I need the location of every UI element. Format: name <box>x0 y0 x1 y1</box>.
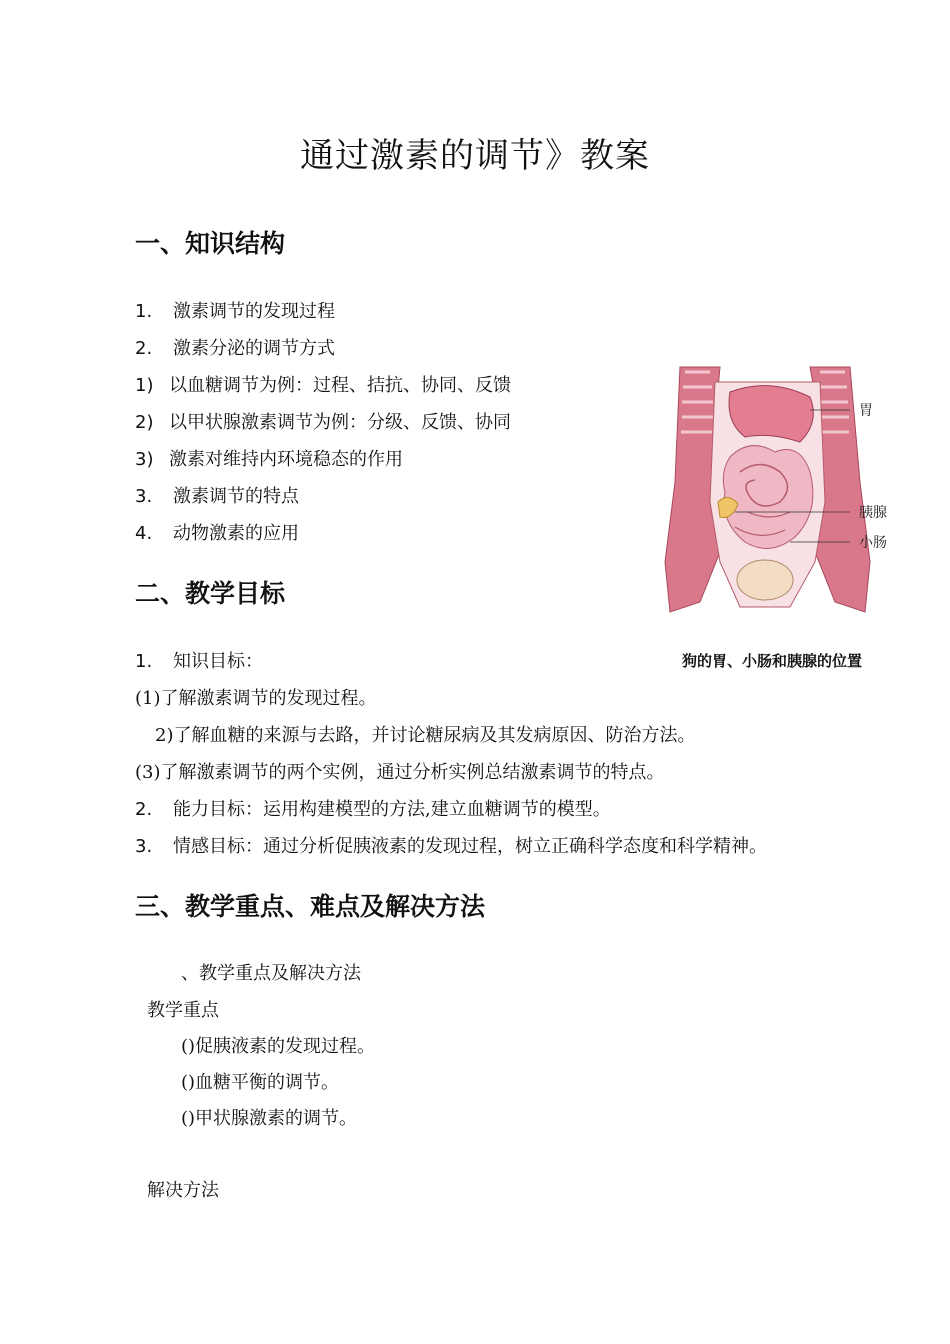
list-item <box>135 482 299 508</box>
key-point: ()血糖平衡的调节。 <box>181 1072 340 1093</box>
list-number: 1) <box>135 375 154 396</box>
list-number: 2. <box>135 799 153 820</box>
figure-caption: 狗的胃、小肠和胰腺的位置 <box>682 652 863 670</box>
list-text: 激素分泌的调节方式 <box>173 338 335 359</box>
list-item <box>135 519 299 545</box>
section-heading-knowledge-structure: 一、知识结构 <box>135 229 286 258</box>
solution-method-label: 解决方法 <box>147 1180 219 1201</box>
list-item <box>135 795 611 821</box>
section-heading-teaching-objectives: 二、教学目标 <box>135 579 286 608</box>
list-number: 3) <box>135 449 154 470</box>
list-item <box>135 408 511 434</box>
list-number: 3. <box>135 486 153 507</box>
list-text: 激素对维持内环境稳态的作用 <box>169 449 403 470</box>
list-text: 以甲状腺激素调节为例：分级、反馈、协同 <box>169 412 511 433</box>
list-number: 3. <box>135 836 153 857</box>
anatomy-figure <box>660 362 890 680</box>
section-heading-key-points: 三、教学重点、难点及解决方法 <box>135 892 486 921</box>
list-item <box>135 445 403 471</box>
list-item <box>135 334 335 360</box>
key-point: ()促胰液素的发现过程。 <box>181 1036 376 1057</box>
list-text: 知识目标： <box>173 651 263 672</box>
label-pancreas: 胰腺 <box>859 505 887 521</box>
list-text: 动物激素的应用 <box>173 523 299 544</box>
objective-sub-3: (3)了解激素调节的两个实例，通过分析实例总结激素调节的特点。 <box>135 762 665 783</box>
list-text: 情感目标：通过分析促胰液素的发现过程，树立正确科学态度和科学精神。 <box>173 836 767 857</box>
objective-sub-1: (1)了解激素调节的发现过程。 <box>135 688 377 709</box>
list-text: 以血糖调节为例：过程、拮抗、协同、反馈 <box>169 375 511 396</box>
list-number: 2) <box>135 412 154 433</box>
list-number: 4. <box>135 523 153 544</box>
list-text: 能力目标：运用构建模型的方法,建立血糖调节的模型。 <box>173 799 611 820</box>
list-text: 激素调节的特点 <box>173 486 299 507</box>
label-stomach: 胃 <box>859 403 873 419</box>
list-number: 2. <box>135 338 153 359</box>
list-item <box>135 647 263 673</box>
objective-sub-2: 2)了解血糖的来源与去路，并讨论糖尿病及其发病原因、防治方法。 <box>155 725 696 746</box>
document-title: 通过激素的调节》教案 <box>300 136 650 176</box>
key-point: ()甲状腺激素的调节。 <box>181 1108 358 1129</box>
list-item <box>135 371 511 397</box>
list-text: 激素调节的发现过程 <box>173 301 335 322</box>
list-item <box>135 297 335 323</box>
key-points-label: 教学重点 <box>147 1000 219 1021</box>
list-item <box>135 832 767 858</box>
sub-heading: 、教学重点及解决方法 <box>181 963 361 984</box>
label-intestine: 小肠 <box>859 535 887 551</box>
list-number: 1. <box>135 651 153 672</box>
list-number: 1. <box>135 301 153 322</box>
dog-anatomy-illustration <box>660 362 890 642</box>
